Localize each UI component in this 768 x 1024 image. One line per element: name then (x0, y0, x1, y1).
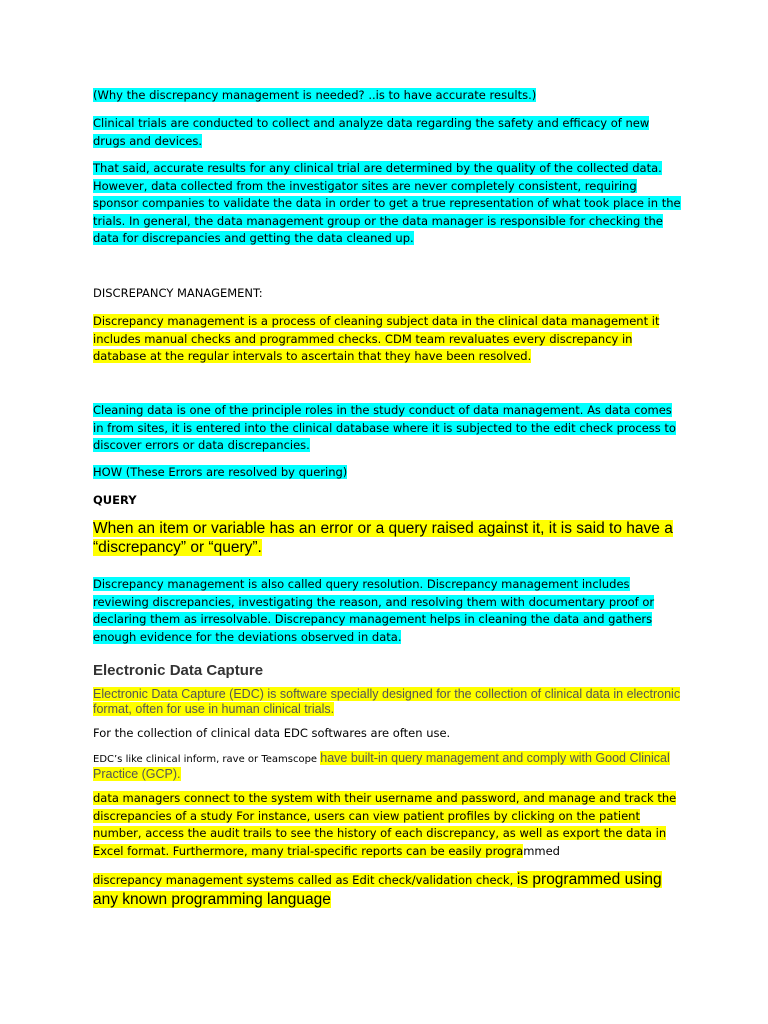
paragraph-why (93, 87, 683, 105)
text-edit-check: discrepancy management systems called as Edit check/validation check, (93, 873, 517, 887)
heading-query (93, 492, 683, 510)
paragraph-data-managers (93, 790, 683, 860)
paragraph-discrepancy-definition (93, 313, 683, 366)
paragraph-query-definition (93, 519, 683, 557)
text-programming-language: is programmed using any known programming language (93, 871, 662, 908)
paragraph-edc-softwares (93, 725, 683, 743)
paragraph-cleaning-data (93, 402, 683, 455)
paragraph-edc-examples (93, 751, 683, 782)
paragraph-accurate-results (93, 160, 683, 248)
text-query-resolution: Discrepancy management is also called query resolution. Discrepancy management includes reviewing discrepancies, investigating the reason, and resolving them with documentary proof or declaring them as irresolvable. Discrepancy management helps in cleaning the data and gathers enough evidence for the deviations observed in data. (93, 577, 655, 644)
heading-discrepancy-management (93, 285, 683, 303)
paragraph-query-resolution (93, 576, 683, 646)
text-for-instance: For instance, users can view patient profiles by clicking on the patient number, access the audit trails to see the history of each discrepancy, as well as export the data in Excel format. Furthermore, many trial-specific reports can be easily progra (93, 808, 667, 858)
paragraph-edit-check (93, 870, 683, 910)
paragraph-clinical-trials (93, 115, 683, 150)
text-data-managers: data managers connect to the system with their username and password, and manage and track the discrepancies of a study (93, 791, 677, 823)
text-edc-definition: Electronic Data Capture (EDC) is software specially designed for the collection of clinical data in electronic format, often for use in human clinical trials. (93, 687, 681, 716)
heading-discrepancy-management-text: DISCREPANCY MANAGEMENT: (93, 286, 263, 300)
text-cleaning-data: Cleaning data is one of the principle roles in the study conduct of data management. As data comes in from sites, it is entered into the clinical database where it is subjected to the edit check process to discover errors or data discrepancies. (93, 403, 676, 452)
text-edc-gcp: have built-in query management and comply with Good Clinical Practice (GCP). (93, 751, 670, 781)
text-query-definition: When an item or variable has an error or a query raised against it, it is said to have a “discrepancy” or “query”. (93, 520, 673, 556)
heading-edc-text: Electronic Data Capture (93, 662, 264, 679)
text-how: HOW (These Errors are resolved by quering) (93, 465, 348, 479)
heading-edc (93, 662, 683, 680)
paragraph-how (93, 464, 683, 482)
text-edc-examples: EDC’s like clinical inform, rave or Teamscope (93, 754, 321, 765)
text-edc-softwares: For the collection of clinical data EDC softwares are often use. (93, 726, 451, 740)
text-clinical-trials: Clinical trials are conducted to collect and analyze data regarding the safety and efficacy of new drugs and devices. (93, 116, 650, 148)
heading-query-text: QUERY (93, 493, 137, 507)
text-programmed-end: mmed (523, 843, 560, 858)
text-why: (Why the discrepancy management is needed? ..is to have accurate results.) (93, 88, 537, 102)
text-discrepancy-definition: Discrepancy management is a process of cleaning subject data in the clinical data management it includes manual checks and programmed checks. CDM team revaluates every discrepancy in database at the regular intervals to ascertain that they have been resolved. (93, 314, 660, 363)
text-accurate-results: That said, accurate results for any clinical trial are determined by the quality of the collected data. However, data collected from the investigator sites are never completely consistent, requiring sponsor companies to validate the data in order to get a true representation of what took place in the trials. In general, the data management group or the data manager is responsible for checking the data for discrepancies and getting the data cleaned up. (93, 161, 681, 245)
paragraph-edc-definition (93, 687, 683, 717)
